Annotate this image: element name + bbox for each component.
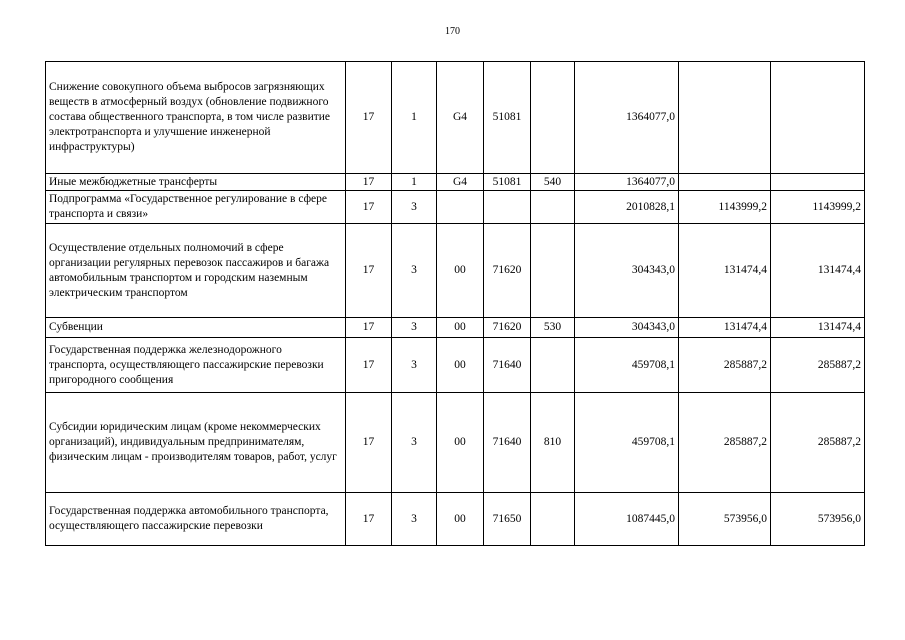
target-article-code: 71640: [484, 338, 531, 393]
section-code: 17: [346, 62, 392, 174]
amount-year-2: 285887,2: [679, 338, 771, 393]
amount-year-2: [679, 174, 771, 191]
section-code: 17: [346, 318, 392, 338]
amount-year-3: 285887,2: [771, 338, 865, 393]
row-name: Снижение совокупного объема выбросов загрязняющих веществ в атмосферный воздух (обновление подвижного состава общественного транспорта, в том числе развитие электротранспорта и улучшение инженерной инфраструктуры): [46, 62, 346, 174]
expense-type-code: [531, 191, 575, 224]
expense-type-code: [531, 493, 575, 546]
table-row: [46, 224, 865, 318]
expense-type-code: [531, 338, 575, 393]
subsection-code: 1: [392, 62, 437, 174]
amount-year-3: [771, 174, 865, 191]
subsection-code: 3: [392, 393, 437, 493]
amount-year-3: 131474,4: [771, 318, 865, 338]
program-code: 00: [437, 224, 484, 318]
section-code: 17: [346, 191, 392, 224]
subsection-code: 3: [392, 318, 437, 338]
row-name: Субвенции: [46, 318, 346, 338]
expense-type-code: [531, 62, 575, 174]
subsection-code: 3: [392, 338, 437, 393]
page-number: 170: [445, 26, 460, 37]
program-code: [437, 191, 484, 224]
amount-year-1: 459708,1: [575, 338, 679, 393]
table-row: [46, 318, 865, 338]
amount-year-2: 131474,4: [679, 318, 771, 338]
budget-table: [45, 61, 865, 546]
amount-year-1: 459708,1: [575, 393, 679, 493]
amount-year-3: [771, 62, 865, 174]
amount-year-1: 304343,0: [575, 224, 679, 318]
amount-year-2: 131474,4: [679, 224, 771, 318]
section-code: 17: [346, 174, 392, 191]
amount-year-1: 1087445,0: [575, 493, 679, 546]
section-code: 17: [346, 393, 392, 493]
subsection-code: 1: [392, 174, 437, 191]
expense-type-code: 810: [531, 393, 575, 493]
amount-year-2: 285887,2: [679, 393, 771, 493]
amount-year-3: 1143999,2: [771, 191, 865, 224]
table-row: [46, 191, 865, 224]
subsection-code: 3: [392, 224, 437, 318]
section-code: 17: [346, 224, 392, 318]
subsection-code: 3: [392, 493, 437, 546]
amount-year-3: 573956,0: [771, 493, 865, 546]
amount-year-3: 285887,2: [771, 393, 865, 493]
program-code: 00: [437, 393, 484, 493]
target-article-code: 71650: [484, 493, 531, 546]
amount-year-1: 2010828,1: [575, 191, 679, 224]
target-article-code: 51081: [484, 174, 531, 191]
amount-year-2: [679, 62, 771, 174]
row-name: Субсидии юридическим лицам (кроме некоммерческих организаций), индивидуальным предпринимателям, физическим лицам - производителям товаров, работ, услуг: [46, 393, 346, 493]
subsection-code: 3: [392, 191, 437, 224]
table-row: [46, 393, 865, 493]
program-code: G4: [437, 174, 484, 191]
program-code: G4: [437, 62, 484, 174]
amount-year-2: 1143999,2: [679, 191, 771, 224]
target-article-code: 71620: [484, 224, 531, 318]
row-name: Государственная поддержка автомобильного транспорта, осуществляющего пассажирские перевозки: [46, 493, 346, 546]
expense-type-code: 540: [531, 174, 575, 191]
table-row: [46, 174, 865, 191]
table-row: [46, 338, 865, 393]
program-code: 00: [437, 318, 484, 338]
program-code: 00: [437, 493, 484, 546]
amount-year-2: 573956,0: [679, 493, 771, 546]
program-code: 00: [437, 338, 484, 393]
row-name: Подпрограмма «Государственное регулирование в сфере транспорта и связи»: [46, 191, 346, 224]
section-code: 17: [346, 338, 392, 393]
row-name: Осуществление отдельных полномочий в сфере организации регулярных перевозок пассажиров и багажа автомобильным транспортом и городским наземным электрическим транспортом: [46, 224, 346, 318]
expense-type-code: [531, 224, 575, 318]
table-row: [46, 493, 865, 546]
row-name: Государственная поддержка железнодорожного транспорта, осуществляющего пассажирские перевозки пригородного сообщения: [46, 338, 346, 393]
amount-year-1: 1364077,0: [575, 62, 679, 174]
section-code: 17: [346, 493, 392, 546]
table-row: [46, 62, 865, 174]
target-article-code: 71640: [484, 393, 531, 493]
expense-type-code: 530: [531, 318, 575, 338]
amount-year-3: 131474,4: [771, 224, 865, 318]
amount-year-1: 304343,0: [575, 318, 679, 338]
row-name: Иные межбюджетные трансферты: [46, 174, 346, 191]
target-article-code: [484, 191, 531, 224]
target-article-code: 51081: [484, 62, 531, 174]
target-article-code: 71620: [484, 318, 531, 338]
amount-year-1: 1364077,0: [575, 174, 679, 191]
